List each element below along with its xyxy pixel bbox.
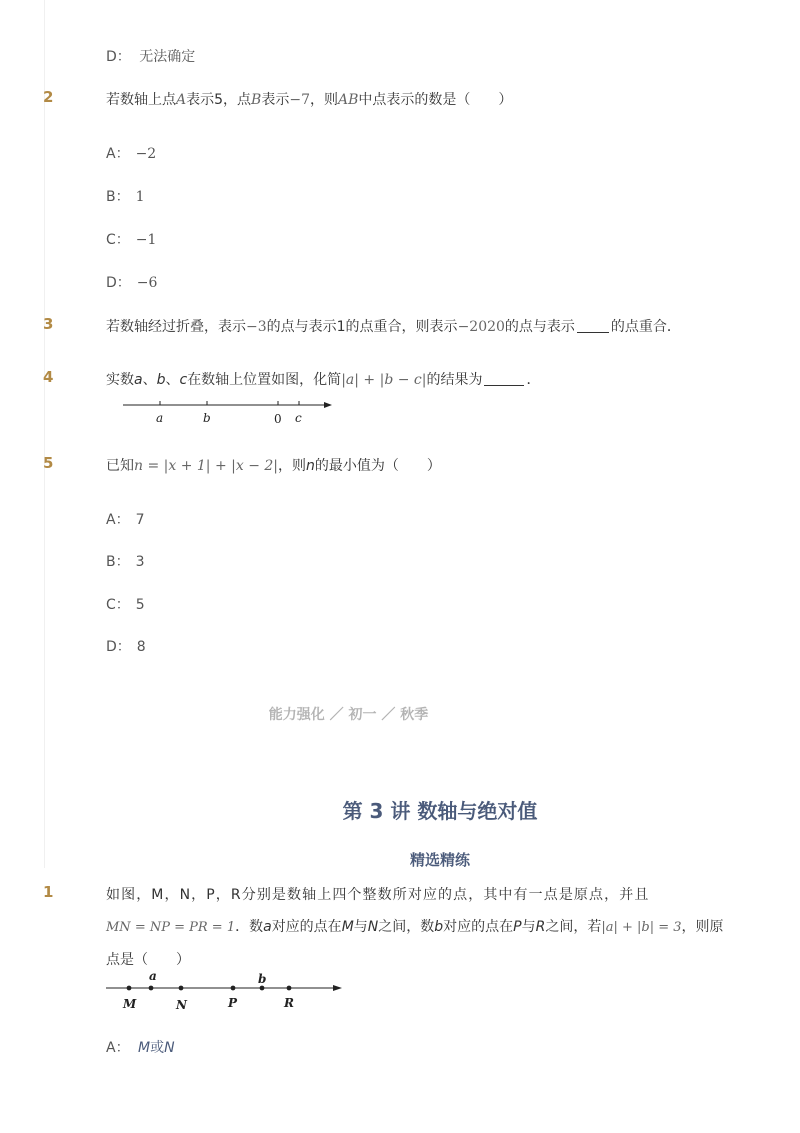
q2-option-a <box>106 143 156 163</box>
option-label: A： <box>106 512 130 528</box>
option-label: C： <box>106 597 130 613</box>
option-label: B： <box>106 554 130 570</box>
s1-line3: 点是（ ） <box>106 952 190 968</box>
question-number: 4 <box>43 368 54 386</box>
option-value: 1 <box>135 189 145 205</box>
text: ．数 <box>235 919 264 935</box>
answer-blank <box>484 384 524 386</box>
math-expr: MN = NP = PR = 1 <box>106 920 236 935</box>
math-expr: |a| + |b − c| <box>341 372 427 388</box>
text: 对应的点在 <box>271 919 342 935</box>
var: n <box>306 458 315 474</box>
label-b: b <box>258 972 267 986</box>
text: ． <box>526 372 541 388</box>
page-footer: 能力强化 ／ 初一 ／ 秋季 <box>268 707 429 723</box>
math-expr: |a| + |b| = 3 <box>601 920 682 935</box>
text: 、 <box>142 372 157 388</box>
text: 在数轴上位置如图，化简 <box>187 372 342 388</box>
text: 的点与表示1的点重合，则表示 <box>266 319 458 335</box>
label-zero: 0 <box>274 412 282 426</box>
option-text: 无法确定 <box>139 49 196 65</box>
margin-line <box>44 0 45 868</box>
option-label: D： <box>106 275 131 291</box>
label-a: a <box>156 411 164 425</box>
text: 表示5，点 <box>186 92 252 108</box>
math-var: AB <box>337 92 359 108</box>
label-a: a <box>149 969 157 983</box>
q3-stem <box>106 316 681 336</box>
option-value: −1 <box>135 232 157 248</box>
text: 实数 <box>106 372 134 388</box>
text: 之间，若 <box>545 919 602 935</box>
text: 的点与表示 <box>504 319 575 335</box>
text: 若数轴经过折叠，表示 <box>106 319 246 335</box>
text: 之间，数 <box>378 919 435 935</box>
text: 与 <box>521 919 536 935</box>
point-N <box>179 986 184 991</box>
var: b <box>156 372 166 388</box>
math-expr: n = |x + 1| + |x − 2| <box>134 458 279 474</box>
q2-stem <box>106 89 512 109</box>
s1-line1: 如图，M，N，P，R分别是数轴上四个整数所对应的点，其中有一点是原点，并且 <box>106 887 650 903</box>
text: ，则 <box>309 92 338 108</box>
var: a <box>263 919 272 935</box>
option-label: C： <box>106 232 130 248</box>
axis-arrow <box>324 402 332 408</box>
label-c: c <box>295 411 302 425</box>
option-label: D： <box>106 639 131 655</box>
point-P <box>231 986 236 991</box>
text: ，则 <box>278 458 307 474</box>
text: 的最小值为（ ） <box>314 458 441 474</box>
answer-blank <box>577 331 609 333</box>
option-label: A： <box>106 146 130 162</box>
option-label: B： <box>106 189 130 205</box>
question-number: 2 <box>43 88 54 106</box>
text: 的点重合． <box>610 319 681 335</box>
point-R <box>287 986 292 991</box>
option-value: 8 <box>136 639 146 655</box>
text: ，则原 <box>681 919 724 935</box>
text: 、 <box>165 372 180 388</box>
label-b: b <box>203 411 211 425</box>
point-M <box>127 986 132 991</box>
s1-option-a <box>106 1037 175 1057</box>
text: 表示 <box>261 92 290 108</box>
var: M <box>341 919 354 935</box>
question-number: 5 <box>43 454 54 472</box>
var: P <box>513 919 522 935</box>
label-R: R <box>284 996 294 1010</box>
q5-stem <box>106 455 441 475</box>
q2-option-c <box>106 229 156 249</box>
q4-number-line <box>118 395 338 429</box>
q4-stem <box>106 369 540 389</box>
question-number: 1 <box>43 883 54 901</box>
var: N <box>367 919 379 935</box>
point-a <box>149 986 154 991</box>
q2-option-d <box>106 272 157 292</box>
math-var: B <box>251 92 262 108</box>
option-label: A： <box>106 1040 130 1056</box>
q5-option-d <box>106 636 146 656</box>
option-value: 5 <box>135 597 145 613</box>
var: c <box>179 372 188 388</box>
var: b <box>434 919 444 935</box>
label-M: M <box>123 997 137 1011</box>
math-var: A <box>176 92 187 108</box>
var: a <box>134 372 143 388</box>
text: 与 <box>353 919 368 935</box>
math-num: −2020 <box>457 319 505 335</box>
option-value: 7 <box>135 512 145 528</box>
q5-option-c <box>106 594 145 614</box>
text: 的结果为 <box>426 372 483 388</box>
axis-arrow <box>333 985 342 991</box>
q5-option-b <box>106 551 145 571</box>
option-label: D： <box>106 49 131 65</box>
text: 或 <box>150 1040 165 1056</box>
option-value: −2 <box>135 146 157 162</box>
var: M <box>138 1040 151 1056</box>
label-P: P <box>228 996 238 1010</box>
option-value: −6 <box>136 275 158 291</box>
var: R <box>535 919 546 935</box>
lecture-title: 第 3 讲 数轴与绝对值 <box>342 799 538 823</box>
text: 已知 <box>106 458 134 474</box>
label-N: N <box>176 998 187 1012</box>
var: N <box>164 1040 175 1056</box>
q5-option-a <box>106 509 145 529</box>
question-number: 3 <box>43 315 54 333</box>
math-num: −3 <box>246 319 267 335</box>
text: 对应的点在 <box>443 919 514 935</box>
text: 若数轴上点 <box>106 92 176 108</box>
q2-option-b <box>106 186 145 206</box>
s1-number-line <box>102 968 352 1014</box>
math-num: −7 <box>289 92 310 108</box>
s1-line2 <box>106 916 724 936</box>
point-b <box>260 986 265 991</box>
text: 中点表示的数是（ ） <box>358 92 513 108</box>
section-title: 精选精练 <box>409 851 470 869</box>
q1-option-d <box>106 46 195 66</box>
option-value: 3 <box>135 554 145 570</box>
